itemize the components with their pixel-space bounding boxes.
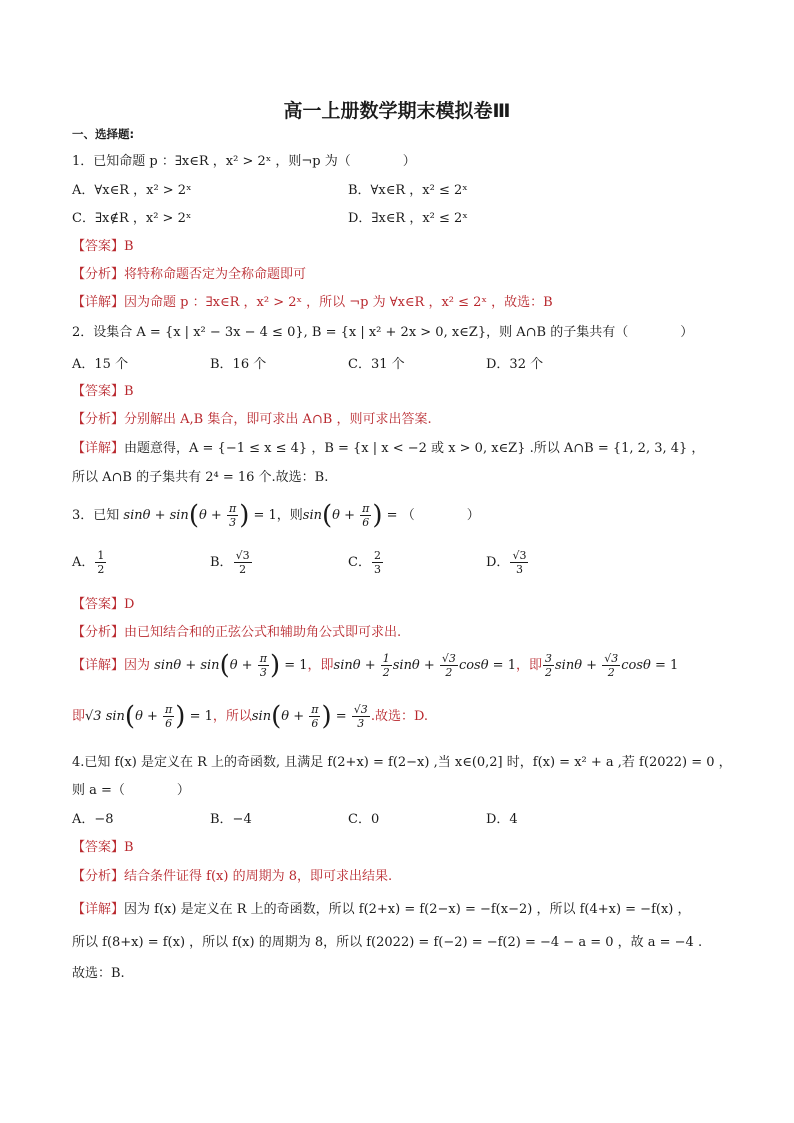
q4-stem-line2: 则 a =（ ） <box>72 783 190 798</box>
q3-analysis: 由已知结合和的正弦公式和辅助角公式即可求出. <box>124 625 402 640</box>
q2-option-a: A．15 个 <box>72 357 129 372</box>
q4-answer: B <box>124 840 134 855</box>
fraction: $\frac{√3}{2}$ <box>235 549 250 576</box>
analysis-tag: 【分析】 <box>72 625 125 640</box>
q1-answer: B <box>124 239 134 254</box>
q4-detail-line2: 所以 f(8+x) = f(x) ，所以 f(x) 的周期为 8，所以 f(2022) = f(−2) = −f(2) = −4 − a = 0 ，故 a = −4 . <box>72 935 703 950</box>
q1-option-b: B．∀x∈R ，x² ≤ 2ˣ <box>348 183 468 198</box>
fraction: $\frac{\pi}{6}$ <box>311 703 319 730</box>
q4-detail-line3: 故选：B. <box>72 966 125 981</box>
fraction: $\frac{√3}{3}$ <box>512 549 527 576</box>
q1-detail-row <box>72 291 553 310</box>
q2-analysis-row <box>72 408 432 427</box>
fraction: $\frac{3}{2}$ <box>545 652 552 679</box>
q1-stem: 1．已知命题 p ：∃x∈R ，x² > 2ˣ ，则¬p 为（ ） <box>72 154 416 169</box>
q4-option-d: D．4 <box>486 812 518 827</box>
q1-detail: 因为命题 p ：∃x∈R ，x² > 2ˣ ，所以 ¬p 为 ∀x∈R ，x² ≤ 2ˣ ，故选：B <box>124 295 553 310</box>
analysis-tag: 【分析】 <box>72 267 125 282</box>
fraction: $\frac{1}{2}$ <box>97 549 105 576</box>
q4-stem: 4.已知 f(x) 是定义在 R 上的奇函数, 且满足 f(2+x) = f(2−x) ,当 x∈(0,2] 时，f(x) = x² + a ,若 f(2022) = 0 ， <box>72 755 732 770</box>
q1-analysis-row <box>72 263 306 282</box>
fraction: $\frac{\pi}{6}$ <box>362 502 370 529</box>
section-heading: 一、选择题: <box>72 127 135 141</box>
q3-target: sin(θ + $\frac{\pi}{6}$ ) <box>302 500 383 531</box>
answer-tag: 【答案】 <box>72 239 125 254</box>
q3-option-a: A． $\frac{1}{2}$ <box>72 549 105 576</box>
q4-analysis-row <box>72 865 392 884</box>
answer-tag: 【答案】 <box>72 384 125 399</box>
q1-option-c: C．∃x∉R ，x² > 2ˣ <box>72 211 192 226</box>
q2-detail-row <box>72 437 704 456</box>
q4-answer-row <box>72 836 134 855</box>
fraction: $\frac{1}{2}$ <box>382 652 390 679</box>
fraction: $\frac{√3}{3}$ <box>353 703 368 730</box>
q3-option-c: C． $\frac{2}{3}$ <box>348 549 381 576</box>
answer-tag: 【答案】 <box>72 840 125 855</box>
q4-detail-row <box>72 898 691 917</box>
q1-option-a: A．∀x∈R ，x² > 2ˣ <box>72 183 192 198</box>
fraction: $\frac{\pi}{6}$ <box>165 703 173 730</box>
q3-detail-line2: 即√3 sin(θ + $\frac{\pi}{6}$ ) = 1，所以sin(θ + $\frac{\pi}{6}$ ) = $\frac{√3}{3}$ .故选：D. <box>72 701 429 732</box>
q4-option-b: B．−4 <box>210 812 252 827</box>
q2-detail-line2: 所以 A∩B 的子集共有 2⁴ = 16 个.故选：B. <box>72 470 329 485</box>
q2-stem: 2．设集合 A = {x | x² − 3x − 4 ≤ 0}, B = {x | x² + 2x > 0, x∈Z}，则 A∩B 的子集共有（ ） <box>72 325 694 340</box>
detail-tag: 【详解】 <box>72 295 125 310</box>
q3-option-b: B． $\frac{√3}{2}$ <box>210 549 250 576</box>
q3-then: ，则 <box>276 508 303 523</box>
q4-detail-line1: 因为 f(x) 是定义在 R 上的奇函数，所以 f(2+x) = f(2−x) = −f(x−2) ，所以 f(4+x) = −f(x) ， <box>124 902 691 917</box>
q4-option-a: A．−8 <box>72 812 114 827</box>
q3-option-d: D． $\frac{√3}{3}$ <box>486 549 527 576</box>
fraction: $\frac{\pi}{3}$ <box>228 502 237 529</box>
q2-detail-line1: 由题意得，A = {−1 ≤ x ≤ 4} ，B = {x | x < −2 或 x > 0, x∈Z} .所以 A∩B = {1, 2, 3, 4} ， <box>124 441 705 456</box>
q4-option-c: C．0 <box>348 812 380 827</box>
q3-detail-because: 因为 <box>124 658 151 673</box>
q1-analysis: 将特称命题否定为全称命题即可 <box>124 267 307 282</box>
q3-answer-row <box>72 593 134 612</box>
q3-blank: = （ ） <box>382 508 480 523</box>
q2-answer-row <box>72 380 134 399</box>
q3-analysis-row <box>72 621 401 640</box>
analysis-tag: 【分析】 <box>72 869 125 884</box>
fraction: $\frac{√3}{2}$ <box>441 652 456 679</box>
q1-answer-row <box>72 235 134 254</box>
q2-option-d: D．32 个 <box>486 357 544 372</box>
q2-option-c: C．31 个 <box>348 357 405 372</box>
fraction: $\frac{√3}{2}$ <box>604 652 619 679</box>
fraction: $\frac{\pi}{3}$ <box>259 652 267 679</box>
q4-analysis: 结合条件证得 f(x) 的周期为 8，即可求出结果. <box>124 869 393 884</box>
fraction: $\frac{2}{3}$ <box>373 549 381 576</box>
q3-detail-row: 【详解】因为 sinθ + sin(θ + $\frac{\pi}{3}$ ) = 1，即sinθ + $\frac{1}{2}$ sinθ + $\frac{√3}{2}$ cosθ = 1，即 $\frac{3}{2}$ sinθ + $\frac{√3}{2}$ cosθ = 1 <box>72 650 679 681</box>
q3-lead: 3．已知 <box>72 508 120 523</box>
q2-option-b: B．16 个 <box>210 357 267 372</box>
answer-tag: 【答案】 <box>72 597 125 612</box>
q2-answer: B <box>124 384 134 399</box>
q3-stem <box>72 502 480 529</box>
detail-tag: 【详解】 <box>72 902 125 917</box>
q1-option-d: D．∃x∈R ，x² ≤ 2ˣ <box>348 211 468 226</box>
q2-analysis: 分别解出 A,B 集合，即可求出 A∩B ，则可求出答案. <box>124 412 432 427</box>
q3-answer: D <box>124 597 135 612</box>
q3-expr: sinθ + sin(θ + $\frac{\pi}{3}$ ) <box>123 500 250 531</box>
page-title: 高一上册数学期末模拟卷Ⅲ <box>283 100 511 122</box>
detail-tag: 【详解】 <box>72 441 125 456</box>
analysis-tag: 【分析】 <box>72 412 125 427</box>
q3-eq-one: = 1 <box>249 508 277 523</box>
detail-tag: 【详解】 <box>72 658 125 673</box>
